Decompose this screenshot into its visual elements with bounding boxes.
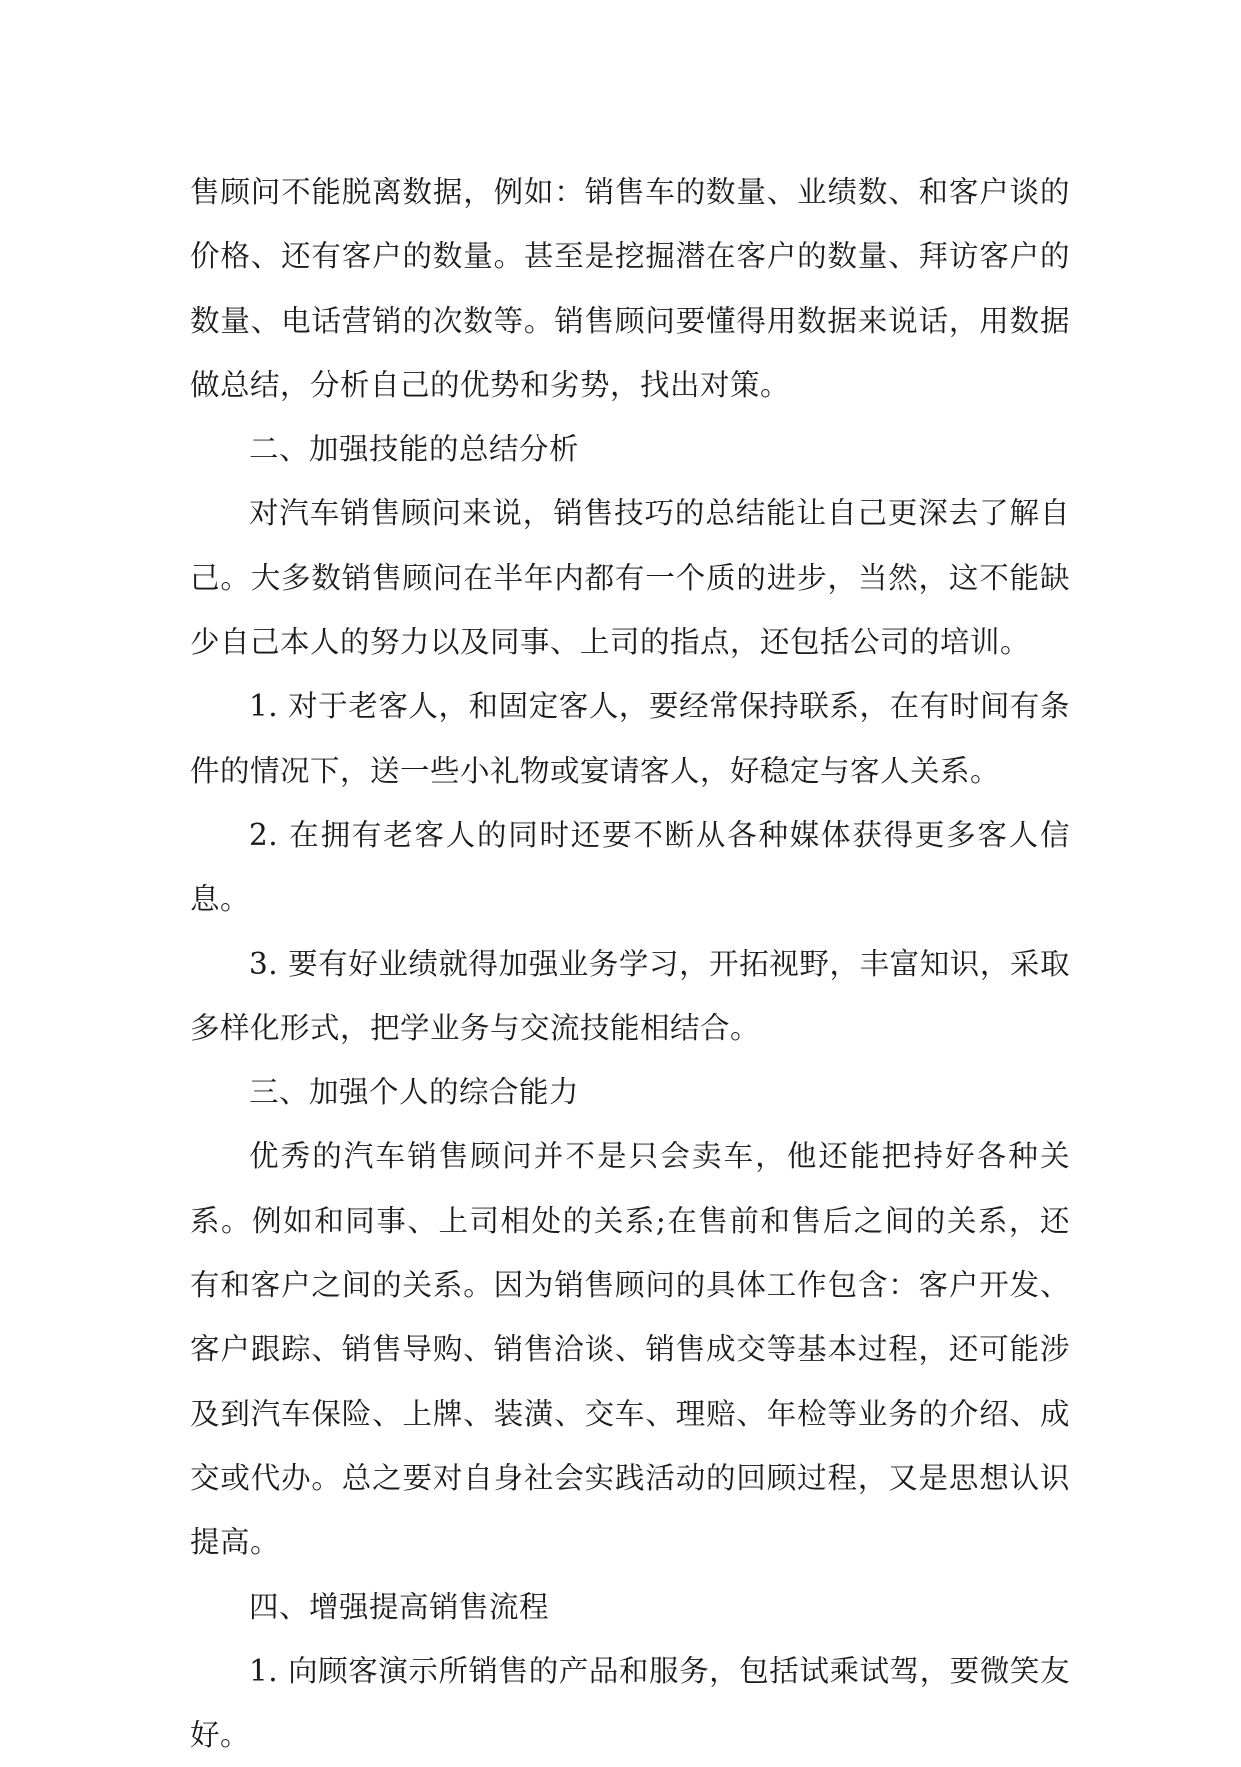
list-item-media-info: 2. 在拥有老客人的同时还要不断从各种媒体获得更多客人信息。 xyxy=(190,817,1070,917)
list-item-product-demo: 1. 向顾客演示所销售的产品和服务，包括试乘试驾，要微笑友好。 xyxy=(190,1653,1070,1753)
section-heading-abilities: 三、加强个人的综合能力 xyxy=(249,1075,580,1110)
paragraph-relationships: 优秀的汽车销售顾问并不是只会卖车，他还能把持好各种关系。例如和同事、上司相处的关系;在售前和售后之间的关系，还有和客户之间的关系。因为销售顾问的具体工作包含：客户开发、客户跟踪、销售导购、销售洽谈、销售成交等基本过程，还可能涉及到汽车保险、上牌、装潢、交车、理赔、年检等业务的介绍、成交或代办。总之要对自身社会实践活动的回顾过程，又是思想认识提高。 xyxy=(190,1139,1070,1560)
section-heading-skills: 二、加强技能的总结分析 xyxy=(249,432,580,467)
paragraph-skills-summary: 对汽车销售顾问来说，销售技巧的总结能让自己更深去了解自己。大多数销售顾问在半年内都有一个质的进步，当然，这不能缺少自己本人的努力以及同事、上司的指点，还包括公司的培训。 xyxy=(190,496,1070,660)
document-body xyxy=(190,160,1070,1767)
list-item-old-customers: 1. 对于老客人，和固定客人，要经常保持联系，在有时间有条件的情况下，送一些小礼物或宴请客人，好稳定与客人关系。 xyxy=(190,689,1070,788)
paragraph-data-analysis: 售顾问不能脱离数据，例如：销售车的数量、业绩数、和客户谈的价格、还有客户的数量。甚至是挖掘潜在客户的数量、拜访客户的数量、电话营销的次数等。销售顾问要懂得用数据来说话，用数据做总结，分析自己的优势和劣势，找出对策。 xyxy=(190,175,1070,402)
list-item-business-study: 3. 要有好业绩就得加强业务学习，开拓视野，丰富知识，采取多样化形式，把学业务与交流技能相结合。 xyxy=(190,946,1070,1045)
section-heading-sales-process: 四、增强提高销售流程 xyxy=(249,1589,550,1624)
